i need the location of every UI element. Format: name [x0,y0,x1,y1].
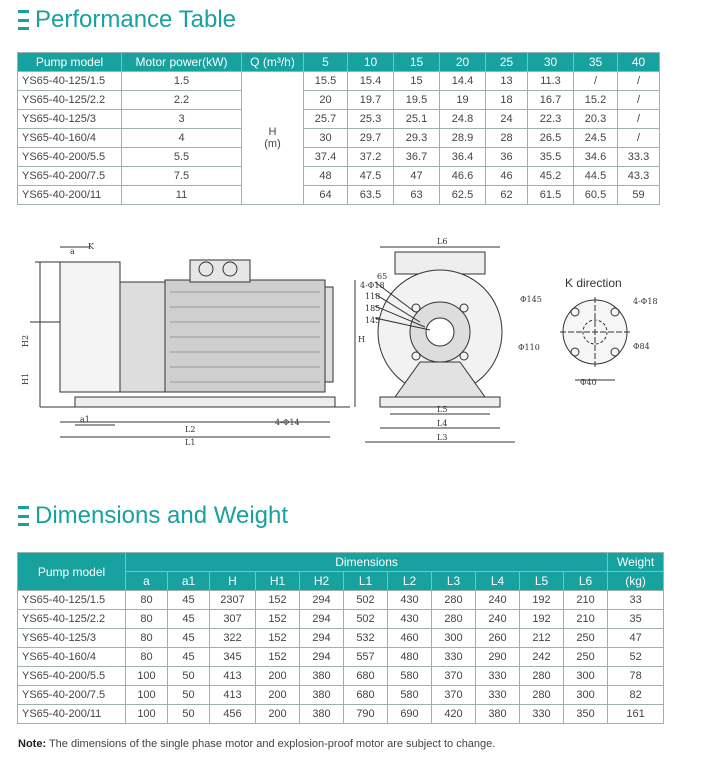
motor-power-cell: 1.5 [122,72,242,91]
head-value-cell: 64 [304,186,348,205]
head-value-cell: 25.7 [304,110,348,129]
head-value-cell: 15.4 [348,72,394,91]
perf-header-cell: Motor power(kW) [122,53,242,72]
dimensions-title: Dimensions and Weight [35,502,289,529]
dimension-value-cell: 50 [168,686,210,705]
dimension-value-cell: 294 [300,610,344,629]
dimension-value-cell: 502 [344,610,388,629]
weight-cell: 78 [608,667,664,686]
dimension-value-cell: 45 [168,629,210,648]
perf-header-cell: Pump model [18,53,122,72]
dimension-value-cell: 152 [256,591,300,610]
head-value-cell: 14.4 [440,72,486,91]
dimension-value-cell: 380 [300,705,344,724]
label-a1: a1 [80,415,90,424]
dimension-value-cell: 260 [476,629,520,648]
dimension-value-cell: 80 [126,629,168,648]
drawing-svg [20,232,690,462]
dimension-value-cell: 294 [300,629,344,648]
table-row [18,91,660,110]
performance-section-header [18,6,236,34]
head-value-cell: 63 [394,186,440,205]
perf-header-cell: 10 [348,53,394,72]
label-h1: H1 [21,372,30,385]
dimension-value-cell: 322 [210,629,256,648]
table-row [18,167,660,186]
dimension-value-cell: 200 [256,667,300,686]
pump-model-cell: YS65-40-160/4 [18,129,122,148]
dimension-value-cell: 370 [432,667,476,686]
head-value-cell: 18 [486,91,528,110]
head-value-cell: 37.2 [348,148,394,167]
head-value-cell: 15.5 [304,72,348,91]
table-row [18,148,660,167]
head-value-cell: 22.3 [528,110,574,129]
dimension-value-cell: 280 [520,686,564,705]
dimension-value-cell: 100 [126,686,168,705]
head-value-cell: 62 [486,186,528,205]
dimension-value-cell: 210 [564,591,608,610]
dimension-value-cell: 413 [210,686,256,705]
head-value-cell: / [618,129,660,148]
head-value-cell: 61.5 [528,186,574,205]
dim-column-header: L4 [476,572,520,591]
dimension-value-cell: 240 [476,610,520,629]
dimension-value-cell: 330 [432,648,476,667]
dimension-value-cell: 192 [520,610,564,629]
motor-power-cell: 3 [122,110,242,129]
perf-header-cell: 25 [486,53,528,72]
dimension-value-cell: 240 [476,591,520,610]
dimension-value-cell: 294 [300,648,344,667]
perf-header-cell: 5 [304,53,348,72]
label-l2: L2 [185,425,196,434]
table-row [18,686,664,705]
label-k: K [88,242,94,251]
dimension-value-cell: 532 [344,629,388,648]
dim-column-header: H [210,572,256,591]
pump-model-cell: YS65-40-200/11 [18,186,122,205]
dim-column-header: L2 [388,572,432,591]
dimension-value-cell: 456 [210,705,256,724]
label-l5: L5 [437,405,448,414]
weight-cell: 161 [608,705,664,724]
dimension-value-cell: 307 [210,610,256,629]
pump-model-cell: YS65-40-125/1.5 [18,72,122,91]
dimension-value-cell: 294 [300,591,344,610]
head-value-cell: 36.7 [394,148,440,167]
head-value-cell: 36 [486,148,528,167]
dimension-value-cell: 50 [168,667,210,686]
head-value-cell: 24.5 [574,129,618,148]
label-k110: Φ110 [518,343,540,352]
label-k40: Φ40 [580,378,597,387]
dimension-value-cell: 210 [564,610,608,629]
dimension-value-cell: 380 [300,686,344,705]
label-h: H [358,335,365,344]
head-value-cell: 28.9 [440,129,486,148]
label-145: 145 [365,316,381,325]
dimension-value-cell: 690 [388,705,432,724]
head-value-cell: 59 [618,186,660,205]
table-row [18,591,664,610]
dimension-value-cell: 413 [210,667,256,686]
dimension-value-cell: 45 [168,591,210,610]
head-value-cell: 47 [394,167,440,186]
label-k84: Φ84 [633,342,650,351]
dimension-value-cell: 480 [388,648,432,667]
head-value-cell: 44.5 [574,167,618,186]
label-a: a [70,247,75,256]
label-118: 118 [365,292,381,301]
label-l1: L1 [185,438,196,447]
dimensions-header-row-1 [18,553,664,572]
head-value-cell: 20 [304,91,348,110]
dim-column-header: L6 [564,572,608,591]
head-value-cell: 26.5 [528,129,574,148]
dimension-value-cell: 380 [300,667,344,686]
perf-header-cell: 40 [618,53,660,72]
dimension-value-cell: 300 [432,629,476,648]
note-label: Note: [18,738,47,750]
table-row [18,186,660,205]
motor-power-cell: 5.5 [122,148,242,167]
dimension-value-cell: 300 [564,667,608,686]
head-value-cell: 24 [486,110,528,129]
dimension-value-cell: 280 [432,610,476,629]
motor-power-cell: 2.2 [122,91,242,110]
dimension-value-cell: 300 [564,686,608,705]
dimension-value-cell: 370 [432,686,476,705]
pump-model-cell: YS65-40-125/3 [18,110,122,129]
dimension-value-cell: 280 [432,591,476,610]
label-h2: H2 [21,334,30,347]
head-value-cell: 19.5 [394,91,440,110]
head-value-cell: 15.2 [574,91,618,110]
list-bars-icon [18,10,29,30]
label-l3: L3 [437,433,448,442]
pump-model-cell: YS65-40-160/4 [18,648,126,667]
dimension-value-cell: 380 [476,705,520,724]
head-value-cell: 33.3 [618,148,660,167]
head-value-cell: 25.3 [348,110,394,129]
head-value-cell: 13 [486,72,528,91]
weight-cell: 82 [608,686,664,705]
table-row [18,705,664,724]
pump-model-cell: YS65-40-200/7.5 [18,167,122,186]
dimension-value-cell: 100 [126,705,168,724]
head-value-cell: 35.5 [528,148,574,167]
dimension-value-cell: 200 [256,686,300,705]
pump-model-cell: YS65-40-125/2.2 [18,91,122,110]
pump-side-view [30,247,355,437]
dimension-value-cell: 2307 [210,591,256,610]
head-value-cell: 11.3 [528,72,574,91]
h-unit-cell [242,72,304,205]
dimension-value-cell: 242 [520,648,564,667]
weight-cell: 33 [608,591,664,610]
weight-cell: 52 [608,648,664,667]
head-value-cell: 47.5 [348,167,394,186]
dim-column-header: L3 [432,572,476,591]
header-weight: Weight [608,553,664,572]
perf-header-cell: 20 [440,53,486,72]
weight-unit-header: (kg) [608,572,664,591]
head-value-cell: 43.3 [618,167,660,186]
dimension-value-cell: 192 [520,591,564,610]
weight-cell: 47 [608,629,664,648]
head-value-cell: 48 [304,167,348,186]
head-value-cell: 60.5 [574,186,618,205]
dimension-value-cell: 80 [126,648,168,667]
h-label: H [268,126,277,138]
label-185: 185 [365,304,381,313]
weight-cell: 35 [608,610,664,629]
head-value-cell: 20.3 [574,110,618,129]
head-value-cell: 62.5 [440,186,486,205]
dimension-value-cell: 345 [210,648,256,667]
head-value-cell: 46.6 [440,167,486,186]
pump-model-cell: YS65-40-125/3 [18,629,126,648]
dimension-value-cell: 580 [388,686,432,705]
technical-drawing [20,232,690,462]
dim-column-header: a1 [168,572,210,591]
label-65: 65 [377,272,388,281]
dimension-value-cell: 152 [256,629,300,648]
dimension-value-cell: 45 [168,648,210,667]
dim-column-header: L1 [344,572,388,591]
motor-power-cell: 11 [122,186,242,205]
dimension-value-cell: 330 [520,705,564,724]
dim-column-header: L5 [520,572,564,591]
head-value-cell: 15 [394,72,440,91]
header-pump-model: Pump model [18,553,126,591]
label-4-18: 4-Φ18 [360,281,385,290]
dimension-value-cell: 212 [520,629,564,648]
perf-header-cell: Q (m³/h) [242,53,304,72]
perf-header-cell: 35 [574,53,618,72]
head-value-cell: / [618,91,660,110]
table-row [18,129,660,148]
head-value-cell: 25.1 [394,110,440,129]
dimension-value-cell: 250 [564,648,608,667]
head-value-cell: 45.2 [528,167,574,186]
dimension-value-cell: 100 [126,667,168,686]
dimension-value-cell: 350 [564,705,608,724]
table-row [18,648,664,667]
performance-header-row [18,53,660,72]
dim-column-header: a [126,572,168,591]
pump-model-cell: YS65-40-200/5.5 [18,148,122,167]
performance-table [17,52,660,205]
table-row [18,110,660,129]
dimension-value-cell: 430 [388,610,432,629]
dim-column-header: H2 [300,572,344,591]
head-value-cell: 16.7 [528,91,574,110]
table-row [18,72,660,91]
head-value-cell: 24.8 [440,110,486,129]
perf-header-cell: 15 [394,53,440,72]
perf-header-cell: 30 [528,53,574,72]
dimension-value-cell: 420 [432,705,476,724]
dimension-value-cell: 330 [476,667,520,686]
dimension-value-cell: 80 [126,591,168,610]
h-unit: (m) [264,138,281,150]
table-row [18,629,664,648]
dimension-value-cell: 200 [256,705,300,724]
head-value-cell: 29.7 [348,129,394,148]
dimension-value-cell: 152 [256,648,300,667]
dimension-value-cell: 45 [168,610,210,629]
label-l6: L6 [437,237,448,246]
dimensions-table [17,552,664,724]
table-row [18,610,664,629]
head-value-cell: 28 [486,129,528,148]
dimension-value-cell: 80 [126,610,168,629]
dimension-value-cell: 680 [344,686,388,705]
dim-column-header: H1 [256,572,300,591]
dimension-value-cell: 330 [476,686,520,705]
k-direction-title: K direction [565,276,622,290]
dimension-value-cell: 557 [344,648,388,667]
table-row [18,667,664,686]
pump-model-cell: YS65-40-200/11 [18,705,126,724]
pump-model-cell: YS65-40-125/1.5 [18,591,126,610]
pump-model-cell: YS65-40-200/5.5 [18,667,126,686]
head-value-cell: 46 [486,167,528,186]
performance-title: Performance Table [35,6,236,33]
dimension-value-cell: 460 [388,629,432,648]
motor-power-cell: 7.5 [122,167,242,186]
head-value-cell: 29.3 [394,129,440,148]
label-k145: Φ145 [520,295,542,304]
header-dimensions: Dimensions [126,553,608,572]
label-l4: L4 [437,419,448,428]
head-value-cell: 19 [440,91,486,110]
pump-model-cell: YS65-40-125/2.2 [18,610,126,629]
head-value-cell: 37.4 [304,148,348,167]
note-text: The dimensions of the single phase motor and explosion-proof motor are subject to change. [46,738,496,750]
motor-power-cell: 4 [122,129,242,148]
head-value-cell: 36.4 [440,148,486,167]
head-value-cell: 19.7 [348,91,394,110]
footnote [18,738,495,750]
dimension-value-cell: 502 [344,591,388,610]
k-direction-view [560,297,630,380]
head-value-cell: 30 [304,129,348,148]
head-value-cell: 63.5 [348,186,394,205]
list-bars-icon [18,506,29,526]
head-value-cell: / [574,72,618,91]
label-k4-18: 4-Φ18 [633,297,658,306]
head-value-cell: 34.6 [574,148,618,167]
dimension-value-cell: 680 [344,667,388,686]
head-value-cell: / [618,110,660,129]
head-value-cell: / [618,72,660,91]
dimension-value-cell: 280 [520,667,564,686]
pump-model-cell: YS65-40-200/7.5 [18,686,126,705]
dimension-value-cell: 580 [388,667,432,686]
label-bolt: 4-Φ14 [275,418,300,427]
dimensions-section-header [18,502,288,530]
dimension-value-cell: 430 [388,591,432,610]
dimension-value-cell: 152 [256,610,300,629]
dimension-value-cell: 50 [168,705,210,724]
dimension-value-cell: 290 [476,648,520,667]
dimension-value-cell: 790 [344,705,388,724]
dimension-value-cell: 250 [564,629,608,648]
